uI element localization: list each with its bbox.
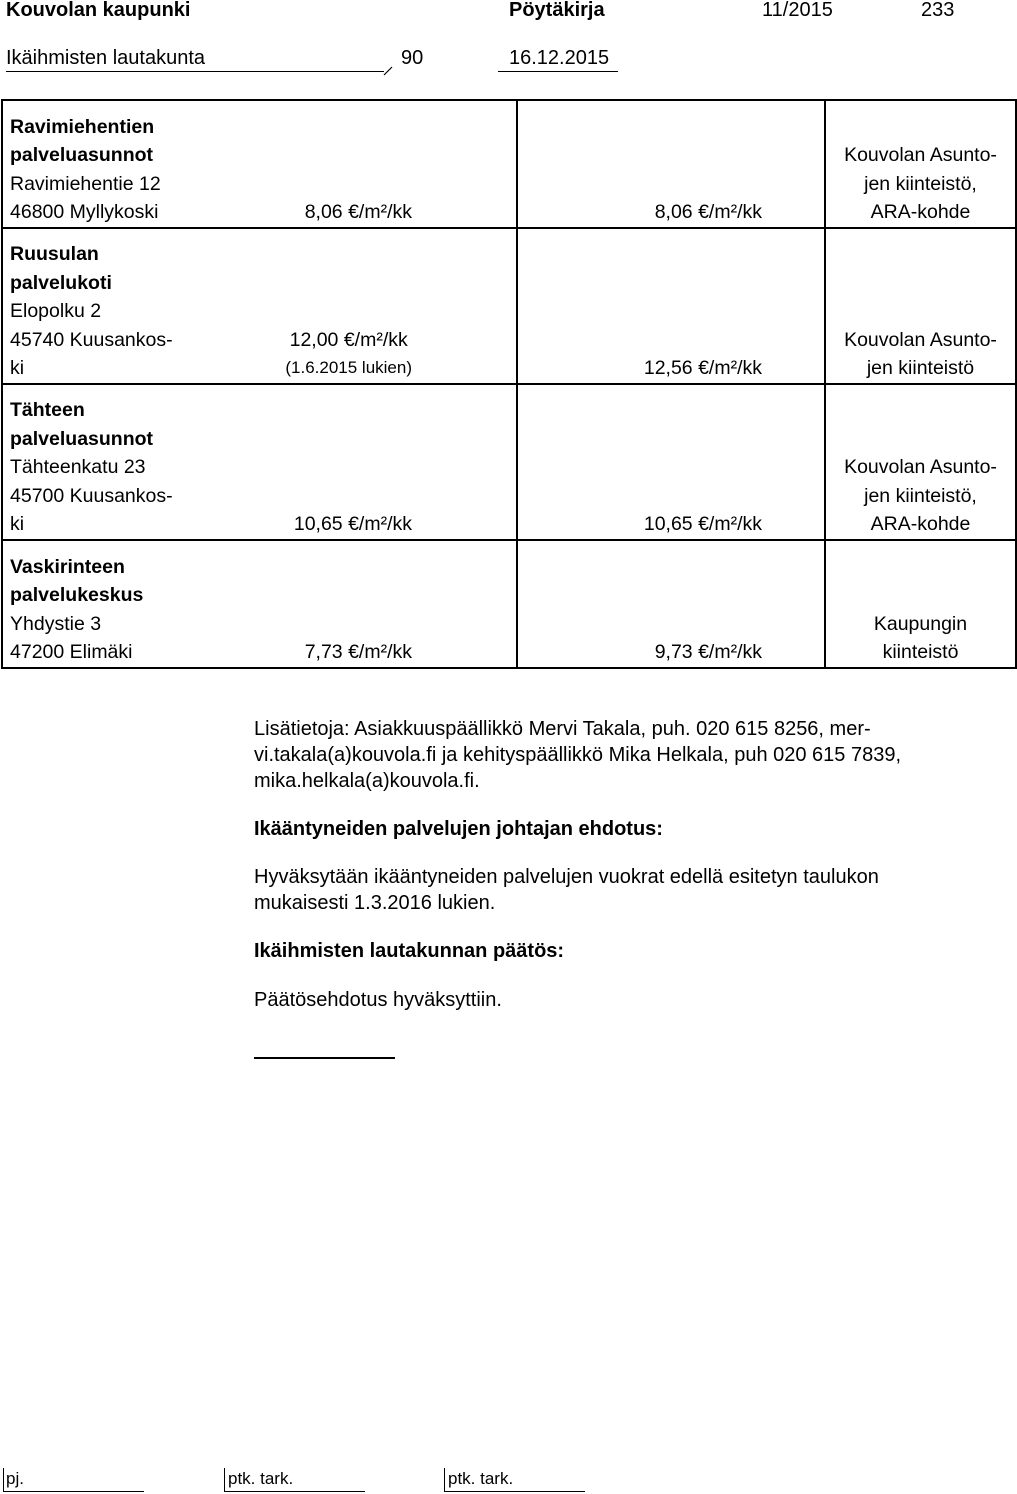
header-doc-no: 11/2015 [762,0,833,21]
current-rent [294,510,412,539]
site-address-line: 47200 Elimäki [10,641,133,664]
site-name-line: Ravimiehentien [10,115,155,138]
site-name-line: Tähteen [10,399,85,422]
current-rent-value: 7,73 €/m²/kk [304,641,412,664]
site-cell-content [10,553,516,667]
owner-cell [825,384,1016,540]
site-name-line: Ruusulan [10,243,99,266]
site-address-line: Yhdystie 3 [10,612,102,635]
rent-table [1,99,1017,669]
owner-cell [825,540,1016,668]
site-address [10,553,516,667]
site-cell-content [10,396,516,539]
site-address-line: Tähteenkatu 23 [10,456,146,479]
owner-line: Kouvolan Asunto- [844,456,997,479]
site-cell [2,228,517,384]
header-org: Kouvolan kaupunki [6,0,191,21]
current-rent-value: 8,06 €/m²/kk [304,201,412,224]
footer-separator [444,1468,445,1492]
site-address-line: 46800 Myllykoski [10,201,159,224]
rent-row [2,228,1016,384]
owner-cell [825,228,1016,384]
new-rent: 8,06 €/m²/kk [517,100,825,228]
site-cell-content [10,240,516,383]
current-rent [305,638,412,667]
contact-info-line: vi.takala(a)kouvola.fi ja kehityspäällikkö Mika Helkala, puh 020 615 7839, [254,744,902,766]
current-rent [305,198,412,227]
site-address-line: Elopolku 2 [10,300,102,323]
owner-line: Kouvolan Asunto- [844,144,997,167]
section-marker-icon [384,63,498,72]
contact-info-line: Lisätietoja: Asiakkuuspäällikkö Mervi Takala, puh. 020 615 8256, mer- [254,718,871,740]
site-cell [2,540,517,668]
owner-line: Kaupungin [873,612,968,635]
owner-line: Kouvolan Asunto- [844,328,997,351]
site-name-line: palveluasunnot [10,427,154,450]
decision-text: Päätösehdotus hyväksyttiin. [254,989,502,1011]
footer-ptk-2: ptk. tark. [448,1469,514,1488]
site-cell [2,100,517,228]
site-name-line: palveluasunnot [10,144,154,167]
new-rent: 9,73 €/m²/kk [517,540,825,668]
site-cell-content [10,113,516,227]
site-address-line: 45700 Kuusankos- [10,484,173,507]
new-rent: 10,65 €/m²/kk [517,384,825,540]
rent-row [2,100,1016,228]
footer-separator [3,1468,4,1492]
signature-line [254,1057,395,1059]
current-rent [285,326,412,383]
header-underline-left [6,71,384,72]
header-doc-type: Pöytäkirja [509,0,605,21]
header-board: Ikäihmisten lautakunta [6,47,206,69]
footer-line-ptk-2 [445,1491,585,1492]
footer-line-ptk-1 [225,1491,365,1492]
footer-ptk-1: ptk. tark. [228,1469,294,1488]
header-date: 16.12.2015 [509,47,610,69]
site-address [10,240,516,383]
owner-cell [825,100,1016,228]
new-rent: 12,56 €/m²/kk [517,228,825,384]
owner-line: kiinteistö [882,641,959,664]
site-name-line: palvelukeskus [10,584,144,607]
rent-row [2,540,1016,668]
rent-row [2,384,1016,540]
proposal-heading: Ikääntyneiden palvelujen johtajan ehdotus: [254,818,663,840]
proposal-line: Hyväksytään ikääntyneiden palvelujen vuokrat edellä esitetyn taulukon [254,866,879,888]
owner-line: jen kiinteistö, [864,172,977,195]
site-name-line: palvelukoti [10,271,112,294]
site-address-line: Ravimiehentie 12 [10,172,161,195]
decision-heading: Ikäihmisten lautakunnan päätös: [254,940,565,962]
header-underline-right [498,71,618,72]
owner-line: ARA-kohde [870,513,971,536]
current-rent-value: 12,00 €/m²/kk [289,328,408,351]
proposal-line: mukaisesti 1.3.2016 lukien. [254,892,496,914]
owner-line: ARA-kohde [870,201,971,224]
footer-pj: pj. [6,1469,24,1488]
owner-line: jen kiinteistö, [864,484,977,507]
site-cell [2,384,517,540]
contact-info-line: mika.helkala(a)kouvola.fi. [254,770,480,792]
owner-line: jen kiinteistö [866,357,975,380]
site-address [10,113,516,227]
footer-separator [224,1468,225,1492]
site-address [10,396,516,539]
footer-line-pj [4,1491,144,1492]
site-name-line: Vaskirinteen [10,555,125,578]
site-address-line: ki [10,357,25,380]
site-address-line: ki [10,513,25,536]
proposal-text [254,864,934,916]
site-address-line: 45740 Kuusankos- [10,328,173,351]
current-rent-note: (1.6.2015 lukien) [285,358,412,378]
contact-info [254,716,934,794]
header-section: 90 [401,47,424,69]
header-page: 233 [921,0,955,21]
current-rent-value: 10,65 €/m²/kk [293,513,412,536]
